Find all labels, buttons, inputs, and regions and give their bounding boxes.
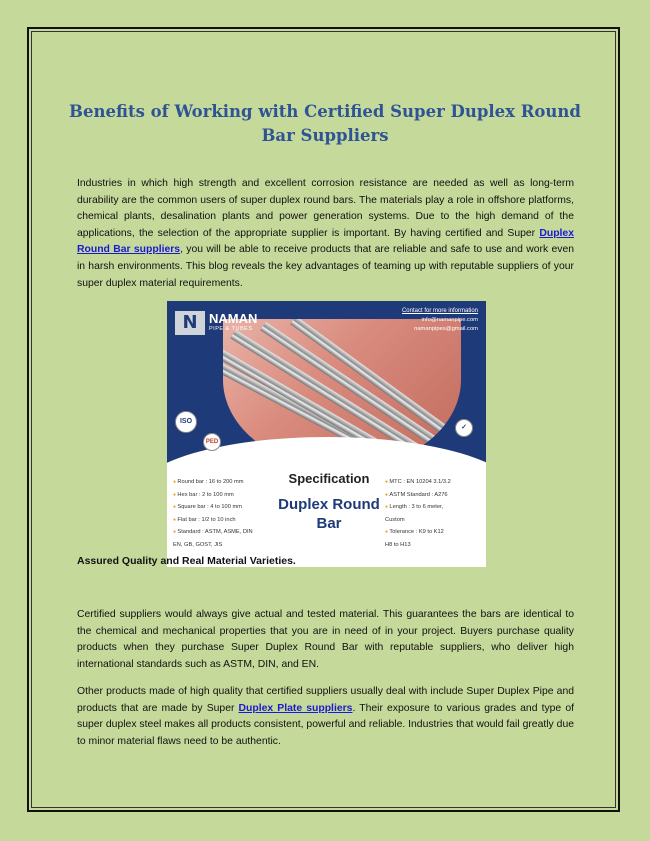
iso-badge-icon: ISO: [175, 411, 197, 433]
spec-item: H8 to H13: [385, 541, 411, 548]
spec-item: ● Square bar : 4 to 100 mm: [173, 501, 253, 514]
spec-item: EN, GB, GOST, JIS: [173, 541, 223, 548]
certification-badge-icon: ✓: [455, 419, 473, 437]
product-banner-image: [167, 301, 486, 567]
contact-info: [402, 307, 478, 334]
ped-badge-icon: PED: [203, 433, 221, 451]
duplex-plate-suppliers-link[interactable]: Duplex Plate suppliers: [238, 702, 353, 714]
spec-product-line-1: Duplex Round: [278, 496, 380, 513]
spec-product-line-2: Bar: [316, 515, 342, 532]
duplex-round-bar-suppliers-link[interactable]: Duplex Round Bar suppliers: [77, 227, 574, 256]
right-spec-list: [385, 476, 451, 552]
para3-text-1: Other products made of high quality that certified suppliers usually deal with include Super Duplex Pipe and products that are made by Super: [77, 686, 574, 714]
other-products-paragraph: [77, 684, 574, 750]
company-logo: [175, 311, 271, 335]
logo-subtitle: PIPE & TUBES: [209, 326, 253, 332]
para3-text-2: . Their exposure to various grades and type of super duplex steel makes all products consistent, powerful and reliable. Industries that would fail greatly due to minor material flaws need to be authentic.: [77, 702, 574, 747]
spec-item: Custom: [385, 516, 405, 523]
contact-email-1: info@namanpipe.com: [421, 317, 478, 323]
spec-item: ● Length : 3 to 6 meter,: [385, 501, 451, 514]
quality-paragraph: Certified suppliers would always give actual and tested material. This guarantees the bars are identical to the chemical and mechanical properties that you are in need of in your project. Buyers purchase quality products when they purchase Super Duplex Round Bar with reputable suppliers, who deliver high international standards such as ASTM, DIN, and EN.: [77, 609, 574, 670]
logo-mark: N: [175, 311, 205, 335]
spec-product-name: [269, 495, 389, 533]
spec-item: ● Standard : ASTM, ASME, DIN: [173, 526, 253, 539]
logo-name: NAMAN: [209, 311, 258, 326]
spec-item: ● Flat bar : 1/2 to 10 inch: [173, 514, 253, 527]
spec-item: ● ASTM Standard : A276: [385, 489, 451, 502]
left-spec-list: [173, 476, 253, 552]
intro-text-1: Industries in which high strength and excellent corrosion resistance are needed as well as long-term durability are the common users of super duplex round bars. The materials play a role in offshore platforms, chemical plants, desalination plants and power generation systems. Due to the high demand of the applications, the selection of the appropriate supplier is important. By having certified and Super: [77, 178, 574, 239]
spec-item: ● MTC : EN 10204 3.1/3.2: [385, 476, 451, 489]
spec-item: ● Hex bar : 2 to 100 mm: [173, 489, 253, 502]
intro-paragraph: [77, 176, 574, 292]
contact-email-2: namanpipes@gmail.com: [414, 326, 478, 332]
spec-item: ● Round bar : 16 to 200 mm: [173, 476, 253, 489]
spec-item: ● Tolerance : K9 to K12: [385, 526, 451, 539]
contact-title: Contact for more information: [401, 308, 478, 314]
intro-text-2: , you will be able to receive products that are reliable and safe to use and work even in harsh environments. This blog reveals the key advantages of teaming up with reputable suppliers of your super duplex material requirements.: [77, 244, 574, 289]
section-heading: Assured Quality and Real Material Varieties.: [77, 555, 296, 567]
page-title: Benefits of Working with Certified Super Duplex Round Bar Suppliers: [69, 102, 581, 145]
spec-title: Specification: [288, 471, 370, 486]
